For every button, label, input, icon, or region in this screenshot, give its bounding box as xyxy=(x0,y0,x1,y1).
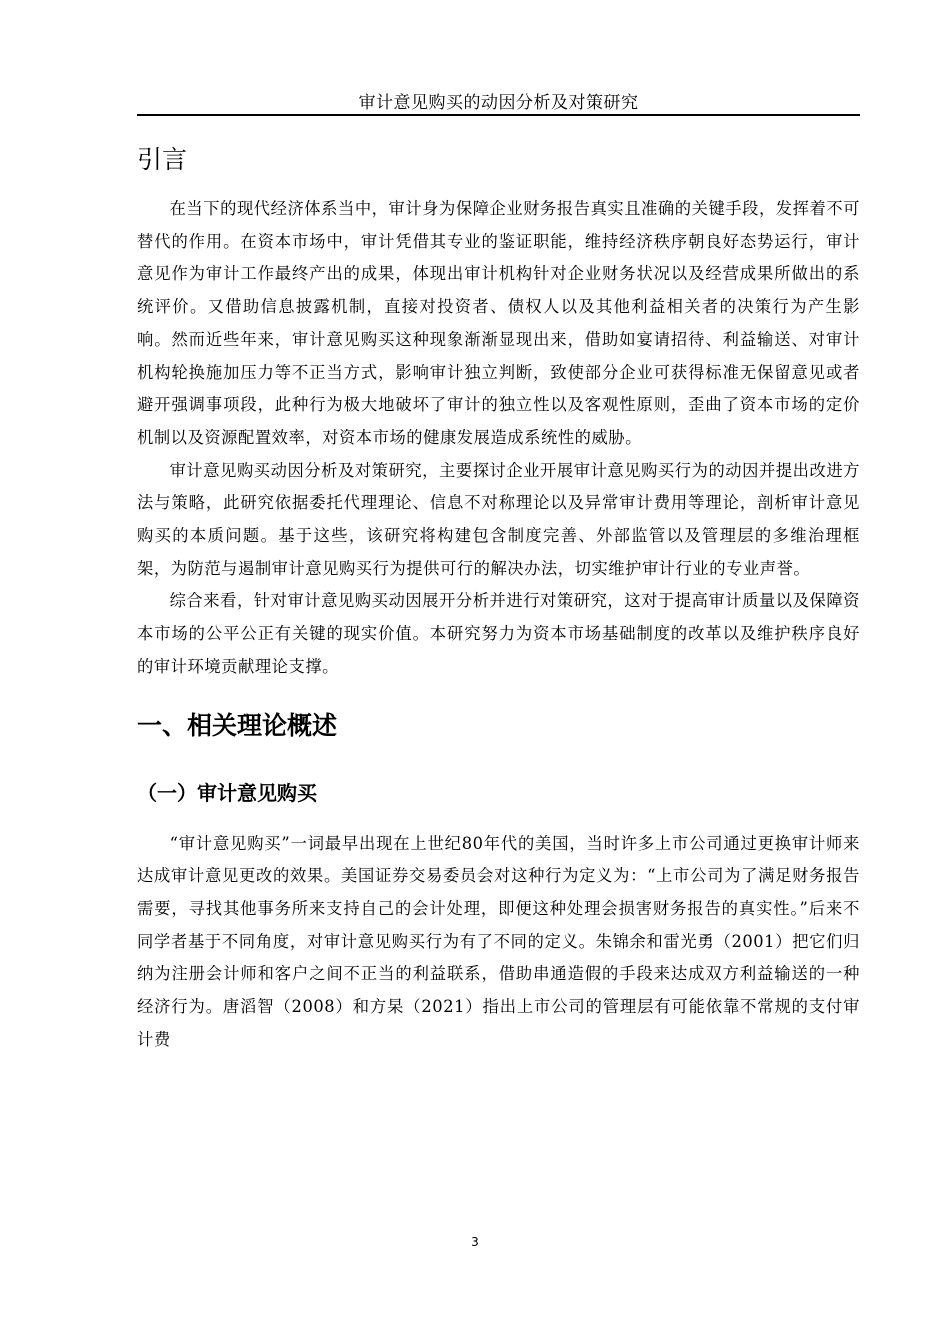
intro-paragraph-1: 在当下的现代经济体系当中，审计身为保障企业财务报告真实且准确的关键手段，发挥着不可替代的作用。在资本市场中，审计凭借其专业的鉴证职能，维持经济秩序朝良好态势运行，审计意见作为审计工作最终产出的成果，体现出审计机构针对企业财务状况以及经营成果所做出的系统评价。又借助信息披露机制，直接对投资者、债权人以及其他利益相关者的决策行为产生影响。然而近些年来，审计意见购买这种现象渐渐显现出来，借助如宴请招待、利益输送、对审计机构轮换施加压力等不正当方式，影响审计独立判断，致使部分企业可获得标准无保留意见或者避开强调事项段，此种行为极大地破坏了审计的独立性以及客观性原则，歪曲了资本市场的定价机制以及资源配置效率，对资本市场的健康发展造成系统性的威胁。 xyxy=(137,199,860,447)
intro-paragraph-2: 审计意见购买动因分析及对策研究，主要探讨企业开展审计意见购买行为的动因并提出改进方法与策略，此研究依据委托代理理论、信息不对称理论以及异常审计费用等理论，剖析审计意见购买的本质问题。基于这些，该研究将构建包含制度完善、外部监管以及管理层的多维治理框架，为防范与遏制审计意见购买行为提供可行的解决办法，切实维护审计行业的专业声誉。 xyxy=(137,460,860,578)
intro-heading: 引言 xyxy=(137,145,188,174)
section-1-heading: 一、相关理论概述 xyxy=(137,710,338,740)
page-number: 3 xyxy=(471,1235,479,1249)
page-content xyxy=(137,140,860,1056)
running-header: 审计意见购买的动因分析及对策研究 xyxy=(358,93,639,113)
intro-paragraph-3: 综合来看，针对审计意见购买动因展开分析并进行对策研究，这对于提高审计质量以及保障资本市场的公平公正有关键的现实价值。本研究努力为资本市场基础制度的改革以及维护秩序良好的审计环境贡献理论支撑。 xyxy=(137,591,860,676)
header-rule xyxy=(137,114,860,116)
subsection-1-1-paragraph-1: “审计意见购买”一词最早出现在上世纪80年代的美国，当时许多上市公司通过更换审计师来达成审计意见更改的效果。美国证券交易委员会对这种行为定义为：“上市公司为了满足财务报告需要，寻找其他事务所来支持自己的会计处理，即便这种处理会损害财务报告的真实性。”后来不同学者基于不同角度，对审计意见购买行为有了不同的定义。朱锦余和雷光勇（2001）把它们归纳为注册会计师和客户之间不正当的利益联系，借助串通造假的手段来达成双方利益输送的一种经济行为。唐滔智（2008）和方杲（2021）指出上市公司的管理层有可能依靠不常规的支付审计费 xyxy=(137,833,860,1049)
subsection-1-1-heading: （一）审计意见购买 xyxy=(137,780,317,805)
